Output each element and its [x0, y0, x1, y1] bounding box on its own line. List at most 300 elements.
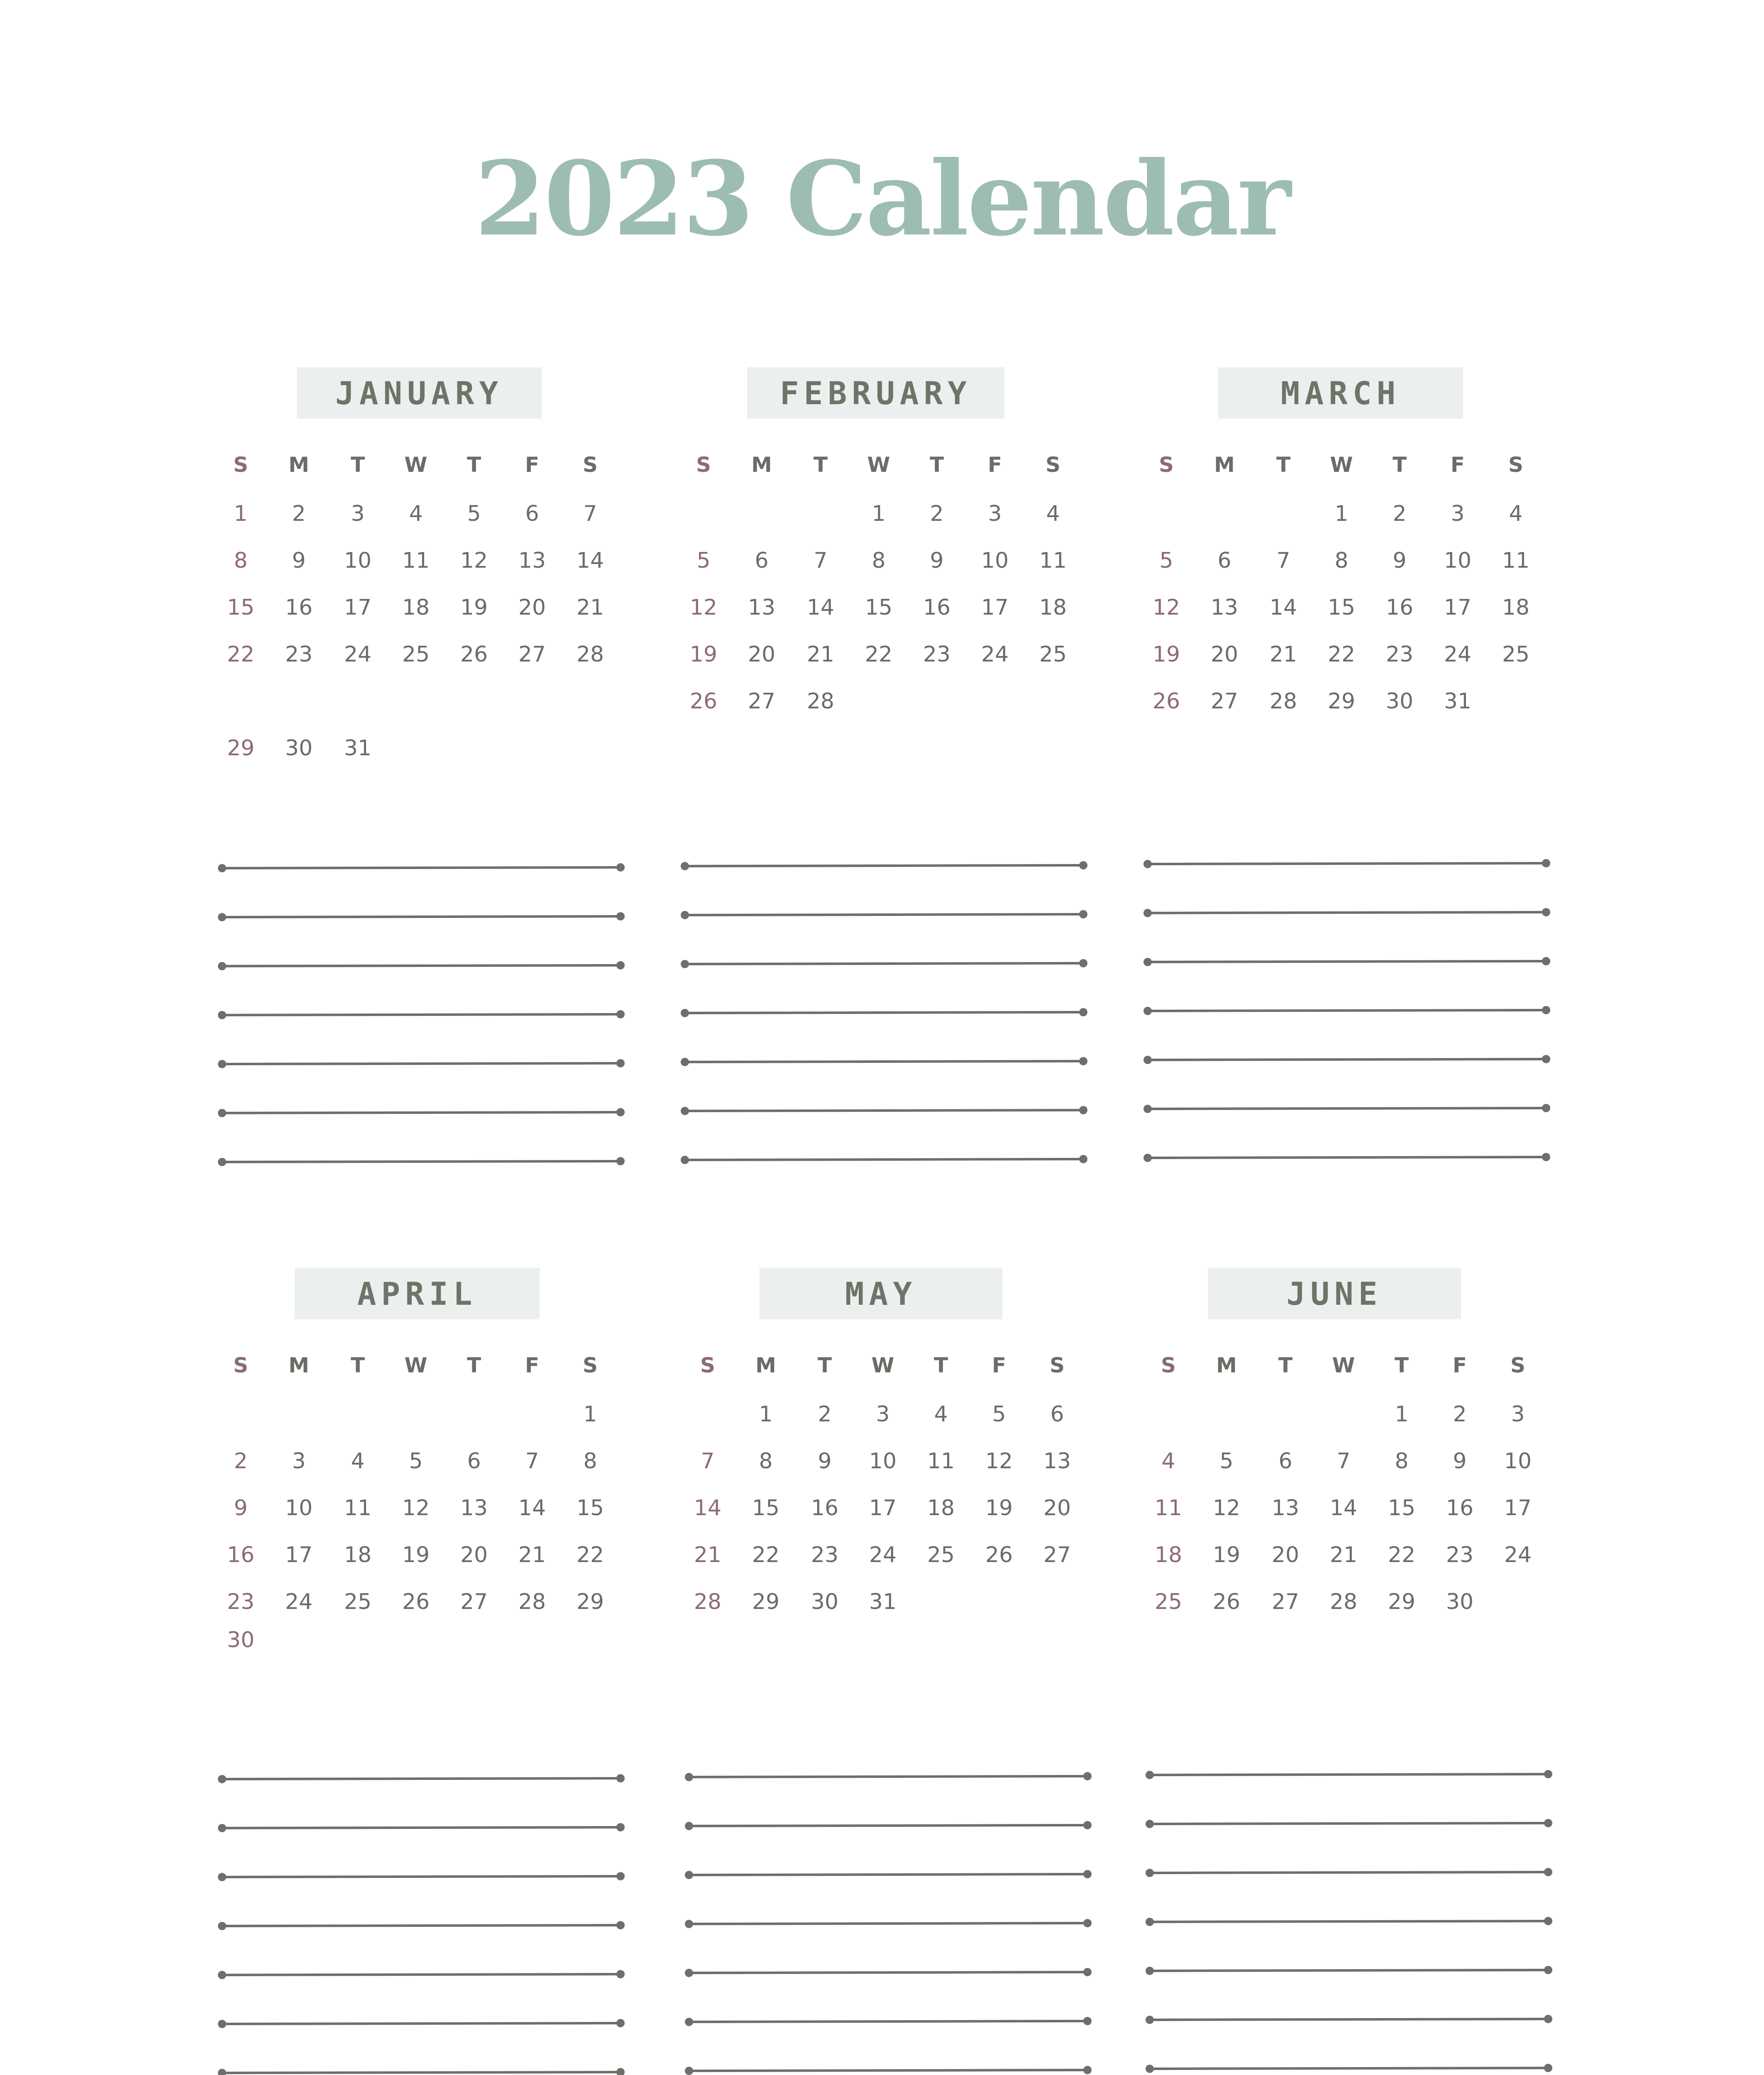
day-cell: 1: [759, 1402, 773, 1427]
day-cell: 11: [927, 1449, 955, 1474]
note-line-dot: [1544, 1819, 1552, 1827]
notes-lines-june: [1141, 1770, 1556, 2075]
day-cell: 20: [748, 642, 776, 667]
day-cell: 2: [1453, 1402, 1467, 1427]
note-line: [685, 1919, 1092, 1928]
note-line: [218, 1921, 625, 1930]
day-cell: 5: [696, 548, 711, 573]
note-line-dot: [218, 2020, 226, 2028]
day-cell: 25: [927, 1543, 955, 1567]
day-cell: 27: [748, 689, 776, 714]
day-cell: 14: [694, 1496, 722, 1521]
day-cell: 19: [460, 595, 488, 620]
weekday-label: S: [1161, 1353, 1176, 1377]
note-line: [685, 1968, 1092, 1977]
weekday-label: W: [1332, 1353, 1355, 1377]
day-cell: 30: [285, 736, 313, 761]
notes-lines-april: [214, 1774, 629, 2075]
note-line: [218, 1108, 625, 1117]
weekday-label: T: [350, 453, 365, 477]
note-line-dot: [1083, 1821, 1092, 1829]
day-cell: 20: [1210, 642, 1239, 667]
note-line-dot: [1143, 909, 1152, 917]
note-line: [1143, 908, 1550, 917]
day-cell: 15: [752, 1496, 780, 1521]
day-cell: 15: [576, 1496, 604, 1521]
day-cell: 8: [1395, 1449, 1409, 1474]
day-cell: 22: [865, 642, 893, 667]
note-line-dot: [681, 1058, 689, 1066]
day-cell: 30: [1385, 689, 1414, 714]
note-line: [681, 1106, 1087, 1115]
note-line: [685, 1772, 1092, 1781]
weekday-label: T: [350, 1353, 365, 1377]
day-cell: 21: [1329, 1543, 1358, 1567]
day-cell: 12: [1152, 595, 1180, 620]
day-cell: 17: [981, 595, 1009, 620]
day-cell: 28: [806, 689, 835, 714]
note-line-dot: [1079, 910, 1087, 918]
weekday-label: M: [288, 1353, 309, 1377]
day-cell: 19: [1152, 642, 1180, 667]
note-line-dot: [616, 961, 625, 969]
day-cell: 8: [759, 1449, 773, 1474]
note-line-dot: [685, 2018, 693, 2026]
day-cell: 13: [518, 548, 546, 573]
weekday-label: T: [467, 1353, 481, 1377]
day-cell: 26: [460, 642, 488, 667]
day-cell: 6: [1050, 1402, 1064, 1427]
day-cell: 27: [1210, 689, 1239, 714]
weekday-label: S: [1045, 453, 1060, 477]
weekday-label: M: [288, 453, 309, 477]
day-cell: 25: [1502, 642, 1530, 667]
note-line-dot: [218, 913, 226, 921]
day-cell: 10: [981, 548, 1009, 573]
weekday-label: S: [1510, 1353, 1525, 1377]
note-line-dot: [681, 960, 689, 968]
note-line-dot: [681, 1009, 689, 1017]
note-line: [218, 1157, 625, 1166]
month-header-february: FEBRUARY: [747, 367, 1004, 419]
note-line-dot: [685, 1773, 693, 1781]
month-header-june: JUNE: [1208, 1268, 1461, 1319]
day-cell: 6: [755, 548, 769, 573]
note-line-dot: [616, 1157, 625, 1165]
weekday-label: T: [1278, 1353, 1293, 1377]
day-cell: 6: [1217, 548, 1231, 573]
day-cell: 28: [1269, 689, 1297, 714]
day-cell: 14: [806, 595, 835, 620]
note-line-dot: [1544, 2015, 1552, 2023]
note-line: [681, 1057, 1087, 1066]
day-cell: 5: [409, 1449, 423, 1474]
note-line: [218, 1774, 625, 1783]
day-cell: 26: [985, 1543, 1013, 1567]
note-line: [218, 1872, 625, 1881]
day-cell: 20: [1043, 1496, 1071, 1521]
day-cell: 26: [1212, 1589, 1241, 1614]
note-line-dot: [681, 862, 689, 870]
note-line: [1146, 2064, 1552, 2073]
day-cell: 8: [872, 548, 886, 573]
weekday-label: T: [813, 453, 828, 477]
day-cell: 4: [1161, 1449, 1175, 1474]
weekday-label: F: [1450, 453, 1465, 477]
day-cell: 20: [1271, 1543, 1300, 1567]
day-cell: 4: [409, 501, 423, 526]
note-line-dot: [1079, 861, 1087, 869]
weekday-label: S: [696, 453, 711, 477]
note-line: [1146, 1868, 1552, 1877]
note-line-dot: [1079, 1106, 1087, 1114]
note-line: [1146, 2015, 1552, 2024]
note-line: [1143, 957, 1550, 966]
day-cell: 9: [292, 548, 306, 573]
weekday-label: S: [233, 453, 248, 477]
day-cell: 14: [1269, 595, 1297, 620]
day-cell: 22: [1327, 642, 1356, 667]
day-cell: 4: [934, 1402, 948, 1427]
note-line-dot: [616, 1970, 625, 1978]
note-line-dot: [218, 1011, 226, 1019]
note-line-dot: [1542, 908, 1550, 916]
note-line: [218, 863, 625, 872]
day-cell: 13: [1271, 1496, 1300, 1521]
day-cell: 21: [694, 1543, 722, 1567]
day-cell: 3: [876, 1402, 890, 1427]
note-line: [681, 910, 1087, 919]
day-cell: 28: [518, 1589, 546, 1614]
day-cell: 24: [1444, 642, 1472, 667]
day-cell: 21: [1269, 642, 1297, 667]
day-cell: 22: [576, 1543, 604, 1567]
day-cell: 18: [402, 595, 430, 620]
day-cell: 24: [344, 642, 372, 667]
note-line-dot: [1146, 1918, 1154, 1926]
day-cell: 19: [402, 1543, 430, 1567]
day-cell: 27: [460, 1589, 488, 1614]
day-cell: 1: [583, 1402, 597, 1427]
note-line-dot: [1083, 1870, 1092, 1878]
day-cell: 17: [1504, 1496, 1532, 1521]
note-line-dot: [218, 962, 226, 970]
note-line-dot: [1146, 1967, 1154, 1975]
weekday-label: F: [525, 1353, 540, 1377]
note-line: [685, 1821, 1092, 1830]
note-line-dot: [1083, 2017, 1092, 2025]
day-cell: 3: [988, 501, 1002, 526]
day-cell: 2: [930, 501, 944, 526]
day-cell: 7: [583, 501, 597, 526]
note-line-dot: [1143, 1105, 1152, 1113]
day-cell: 3: [1511, 1402, 1525, 1427]
day-cell: 16: [923, 595, 951, 620]
month-header-april: APRIL: [295, 1268, 540, 1319]
day-cell: 4: [1509, 501, 1523, 526]
note-line: [218, 2068, 625, 2075]
month-header-march: MARCH: [1218, 367, 1463, 419]
note-line-dot: [1544, 1917, 1552, 1925]
day-cell: 24: [285, 1589, 313, 1614]
month-june: [1146, 1268, 1610, 1683]
month-header-january: JANUARY: [297, 367, 542, 419]
weekday-label: W: [404, 1353, 428, 1377]
day-cell: 29: [1388, 1589, 1416, 1614]
note-line-dot: [1542, 1006, 1550, 1014]
day-cell: 7: [814, 548, 828, 573]
day-cell: 1: [872, 501, 886, 526]
weekday-label: M: [751, 453, 772, 477]
day-cell: 13: [460, 1496, 488, 1521]
day-cell: 12: [689, 595, 718, 620]
note-line-dot: [681, 1156, 689, 1164]
note-line: [218, 2019, 625, 2028]
note-line: [681, 1155, 1087, 1164]
note-line-dot: [616, 1823, 625, 1831]
note-line-dot: [1542, 859, 1550, 867]
weekday-label: W: [867, 453, 890, 477]
notes-lines-march: [1139, 859, 1554, 1210]
day-cell: 26: [689, 689, 718, 714]
day-cell: 11: [344, 1496, 372, 1521]
notes-lines-january: [214, 863, 629, 1214]
note-line-dot: [218, 1109, 226, 1117]
note-line: [1143, 1006, 1550, 1015]
day-cell: 17: [1444, 595, 1472, 620]
day-cell: 5: [992, 1402, 1006, 1427]
day-cell: 1: [1334, 501, 1349, 526]
day-cell: 18: [1502, 595, 1530, 620]
day-cell: 7: [525, 1449, 539, 1474]
day-cell: 13: [1043, 1449, 1071, 1474]
note-line: [1146, 1819, 1552, 1828]
day-cell: 17: [869, 1496, 897, 1521]
day-cell: 3: [292, 1449, 306, 1474]
day-cell: 5: [467, 501, 481, 526]
day-cell: 16: [285, 595, 313, 620]
note-line-dot: [616, 1774, 625, 1782]
note-line-dot: [1146, 1771, 1154, 1779]
day-cell: 12: [985, 1449, 1013, 1474]
day-cell: 23: [285, 642, 313, 667]
day-cell: 6: [467, 1449, 481, 1474]
note-line-dot: [685, 1920, 693, 1928]
note-line-dot: [681, 911, 689, 919]
day-cell: 18: [344, 1543, 372, 1567]
day-cell: 26: [402, 1589, 430, 1614]
month-header-may: MAY: [760, 1268, 1002, 1319]
day-cell: 16: [227, 1543, 255, 1567]
day-cell: 24: [981, 642, 1009, 667]
note-line: [685, 2017, 1092, 2026]
day-cell: 10: [344, 548, 372, 573]
weekday-label: S: [700, 1353, 715, 1377]
day-cell: 10: [1504, 1449, 1532, 1474]
note-line-dot: [616, 2068, 625, 2075]
note-line: [218, 1970, 625, 1979]
weekday-label: T: [1394, 1353, 1409, 1377]
note-line-dot: [1544, 1966, 1552, 1974]
day-cell: 30: [811, 1589, 839, 1614]
day-cell: 20: [518, 595, 546, 620]
day-cell: 6: [1278, 1449, 1292, 1474]
note-line-dot: [218, 1775, 226, 1783]
day-cell: 1: [1395, 1402, 1409, 1427]
note-line: [685, 2066, 1092, 2075]
note-line-dot: [218, 1971, 226, 1979]
note-line-dot: [218, 1158, 226, 1166]
day-cell: 12: [402, 1496, 430, 1521]
note-line-dot: [1146, 2065, 1154, 2073]
day-cell: 2: [1393, 501, 1407, 526]
weekday-label: S: [582, 453, 598, 477]
weekday-label: M: [755, 1353, 776, 1377]
note-line-dot: [685, 1969, 693, 1977]
note-line-dot: [1146, 2016, 1154, 2024]
note-line-dot: [218, 1922, 226, 1930]
note-line-dot: [1079, 1008, 1087, 1016]
day-cell: 25: [1154, 1589, 1183, 1614]
day-cell: 7: [1276, 548, 1290, 573]
weekday-label: S: [1158, 453, 1174, 477]
note-line-dot: [685, 1822, 693, 1830]
day-cell: 23: [1446, 1543, 1474, 1567]
note-line-dot: [616, 1921, 625, 1929]
day-cell: 19: [985, 1496, 1013, 1521]
weekday-label: M: [1216, 1353, 1237, 1377]
note-line-dot: [616, 1872, 625, 1880]
month-march: [1143, 367, 1608, 782]
day-cell: 23: [1385, 642, 1414, 667]
day-cell: 30: [227, 1628, 255, 1653]
day-cell: 18: [1039, 595, 1067, 620]
note-line-dot: [616, 1108, 625, 1116]
day-cell: 5: [1219, 1449, 1234, 1474]
note-line: [218, 1823, 625, 1832]
note-line-dot: [218, 1824, 226, 1832]
note-line: [1146, 1966, 1552, 1975]
note-line-dot: [1143, 1154, 1152, 1162]
note-line-dot: [685, 2067, 693, 2075]
note-line-dot: [685, 1871, 693, 1879]
note-line-dot: [1544, 2064, 1552, 2072]
note-line: [681, 959, 1087, 968]
day-cell: 28: [576, 642, 604, 667]
day-cell: 23: [227, 1589, 255, 1614]
day-cell: 31: [869, 1589, 897, 1614]
weekday-label: S: [1508, 453, 1523, 477]
note-line: [1143, 859, 1550, 868]
day-cell: 2: [234, 1449, 248, 1474]
note-line: [218, 1010, 625, 1019]
day-cell: 27: [1043, 1543, 1071, 1567]
day-cell: 11: [1154, 1496, 1183, 1521]
weekday-label: F: [525, 453, 540, 477]
note-line-dot: [1143, 958, 1152, 966]
note-line-dot: [1079, 1057, 1087, 1065]
day-cell: 10: [1444, 548, 1472, 573]
day-cell: 22: [1388, 1543, 1416, 1567]
note-line-dot: [1079, 1155, 1087, 1163]
note-line-dot: [1146, 1820, 1154, 1828]
day-cell: 20: [460, 1543, 488, 1567]
note-line: [685, 1870, 1092, 1879]
day-cell: 11: [1502, 548, 1530, 573]
day-cell: 24: [869, 1543, 897, 1567]
day-cell: 23: [811, 1543, 839, 1567]
day-cell: 15: [227, 595, 255, 620]
day-cell: 14: [518, 1496, 546, 1521]
day-cell: 19: [1212, 1543, 1241, 1567]
note-line-dot: [218, 1060, 226, 1068]
weekday-label: T: [933, 1353, 948, 1377]
day-cell: 2: [292, 501, 306, 526]
note-line: [1146, 1770, 1552, 1779]
day-cell: 10: [869, 1449, 897, 1474]
note-line: [218, 961, 625, 970]
day-cell: 14: [1329, 1496, 1358, 1521]
note-line-dot: [1542, 1104, 1550, 1112]
day-cell: 29: [1327, 689, 1356, 714]
weekday-label: S: [1049, 1353, 1065, 1377]
notes-lines-february: [677, 861, 1092, 1212]
day-cell: 9: [818, 1449, 832, 1474]
day-cell: 23: [923, 642, 951, 667]
note-line-dot: [1083, 1919, 1092, 1927]
weekday-label: T: [1392, 453, 1407, 477]
day-cell: 16: [1446, 1496, 1474, 1521]
note-line-dot: [616, 912, 625, 920]
day-cell: 25: [402, 642, 430, 667]
day-cell: 3: [1451, 501, 1465, 526]
note-line-dot: [218, 1873, 226, 1881]
note-line-dot: [1083, 2066, 1092, 2074]
day-cell: 15: [865, 595, 893, 620]
note-line-dot: [1143, 1056, 1152, 1064]
note-line-dot: [1544, 1868, 1552, 1876]
weekday-label: T: [1276, 453, 1291, 477]
day-cell: 25: [1039, 642, 1067, 667]
day-cell: 1: [234, 501, 248, 526]
day-cell: 22: [227, 642, 255, 667]
note-line-dot: [616, 2019, 625, 2027]
day-cell: 2: [818, 1402, 832, 1427]
weekday-label: F: [1452, 1353, 1467, 1377]
weekday-label: T: [929, 453, 944, 477]
day-cell: 21: [806, 642, 835, 667]
weekday-label: S: [233, 1353, 248, 1377]
day-cell: 18: [1154, 1543, 1183, 1567]
note-line-dot: [218, 2069, 226, 2075]
day-cell: 16: [811, 1496, 839, 1521]
day-cell: 31: [344, 736, 372, 761]
day-cell: 9: [234, 1496, 248, 1521]
day-cell: 9: [1453, 1449, 1467, 1474]
month-february: [681, 367, 1146, 782]
note-line: [1143, 1055, 1550, 1064]
note-line-dot: [616, 1010, 625, 1018]
note-line-dot: [1542, 1055, 1550, 1063]
weekday-label: T: [817, 1353, 832, 1377]
day-cell: 16: [1385, 595, 1414, 620]
day-cell: 26: [1152, 689, 1180, 714]
month-january: [218, 367, 683, 782]
day-cell: 12: [1212, 1496, 1241, 1521]
note-line-dot: [616, 863, 625, 872]
day-cell: 4: [351, 1449, 365, 1474]
day-cell: 25: [344, 1589, 372, 1614]
